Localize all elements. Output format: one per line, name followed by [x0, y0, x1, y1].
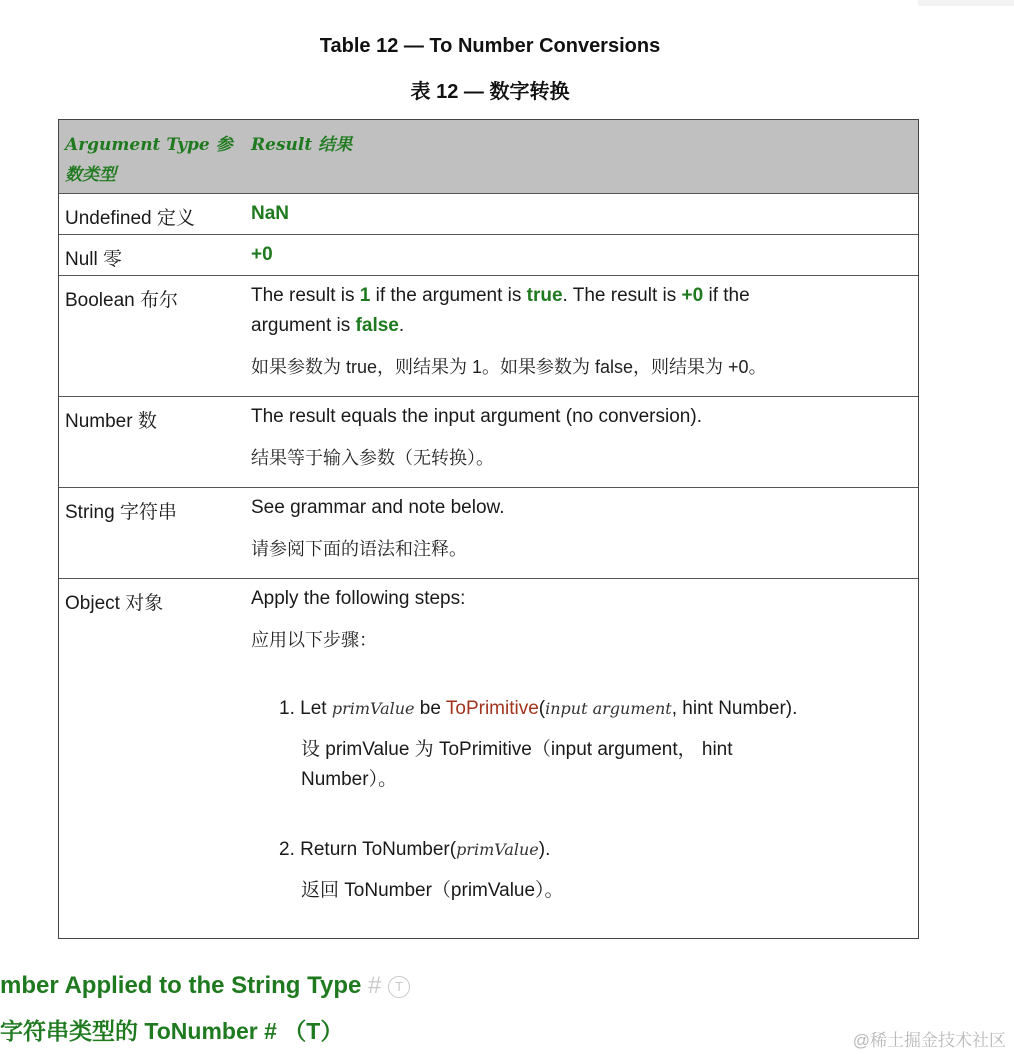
link-toprimitive[interactable]: ToPrimitive: [445, 698, 539, 719]
text: . The result is: [562, 285, 682, 306]
cell-type-null: Null 零: [65, 249, 123, 270]
table-caption-zh: 表 12 — 数字转换: [410, 81, 570, 103]
value-plus-zero: +0: [681, 285, 704, 306]
section-heading-zh-text: 字符串类型的 ToNumber: [0, 1018, 258, 1044]
table-row: [59, 397, 918, 488]
cell-result-null: +0: [251, 244, 273, 265]
text: , hint Number).: [671, 698, 798, 719]
text: argument is: [251, 315, 356, 336]
value-false: false: [355, 315, 399, 336]
conversion-table: [58, 119, 919, 939]
table-caption-en: Table 12 — To Number Conversions: [319, 35, 661, 57]
var-primvalue: primValue: [456, 840, 539, 859]
step-2-label: 2. Return ToNumber(: [279, 839, 457, 860]
cell-result-string-zh: 请参阅下面的语法和注释。: [251, 539, 467, 559]
step-2: [279, 835, 550, 865]
t-mark-link[interactable]: （T）: [283, 1018, 344, 1044]
step-1-label: 1. Let: [279, 698, 332, 719]
header-result: Result 结果: [251, 135, 353, 155]
anchor-hash-link[interactable]: #: [264, 1018, 277, 1044]
value-1: 1: [359, 285, 371, 306]
text: be: [414, 698, 446, 719]
cell-result-number-en: The result equals the input argument (no conversion).: [251, 406, 702, 427]
text: .: [398, 315, 405, 336]
table-row: [59, 579, 918, 938]
cell-result-boolean-en: [251, 281, 902, 341]
header-argument-type: [65, 130, 233, 190]
cell-type-string: String 字符串: [65, 502, 177, 523]
step-1-zh-line2: Number）。: [301, 769, 398, 790]
section-heading-zh: [0, 1013, 343, 1046]
header-argument-type-line1: Argument Type 参: [65, 135, 233, 155]
table-row: [59, 194, 918, 235]
step-1: [279, 694, 797, 724]
cell-result-undefined: NaN: [251, 203, 290, 224]
step-2-zh: 返回 ToNumber（primValue）。: [301, 880, 564, 901]
text: ).: [538, 839, 551, 860]
cell-type-undefined: Undefined 定义: [65, 208, 195, 229]
cell-type-boolean: Boolean 布尔: [65, 290, 179, 311]
table-row: [59, 235, 918, 276]
circled-t-icon[interactable]: T: [388, 976, 410, 998]
cell-result-number-zh: 结果等于输入参数（无转换）。: [251, 448, 494, 468]
text: if the: [703, 285, 750, 306]
text: (: [538, 698, 546, 719]
cell-result-boolean-zh: 如果参数为 true，则结果为 1。如果参数为 false，则结果为 +0。: [251, 357, 767, 377]
cell-result-string-en: See grammar and note below.: [251, 497, 505, 518]
text: if the argument is: [370, 285, 527, 306]
step-1-zh: [301, 735, 733, 795]
step-1-zh-line1: 设 primValue 为 ToPrimitive（input argument， hint: [301, 739, 733, 760]
top-edge-bar: [918, 0, 1014, 6]
table-row: [59, 488, 918, 579]
cell-result-object-zh: 应用以下步骤：: [251, 630, 377, 650]
cell-type-number: Number 数: [65, 411, 157, 432]
value-true: true: [526, 285, 563, 306]
cell-type-object: Object 对象: [65, 593, 164, 614]
watermark: @稀土掘金技术社区: [852, 1031, 1006, 1050]
text: The result is: [251, 285, 360, 306]
table-row: [59, 276, 918, 397]
var-primvalue: primValue: [331, 699, 415, 718]
var-input-argument: input argument: [545, 699, 672, 718]
section-heading-en: [0, 972, 410, 1000]
cell-result-object-en: Apply the following steps:: [251, 588, 466, 609]
header-argument-type-line2: 数类型: [65, 165, 116, 185]
table-header-row: [59, 120, 918, 194]
anchor-hash-link[interactable]: #: [368, 972, 382, 999]
section-heading-en-text: mber Applied to the String Type: [0, 972, 362, 999]
